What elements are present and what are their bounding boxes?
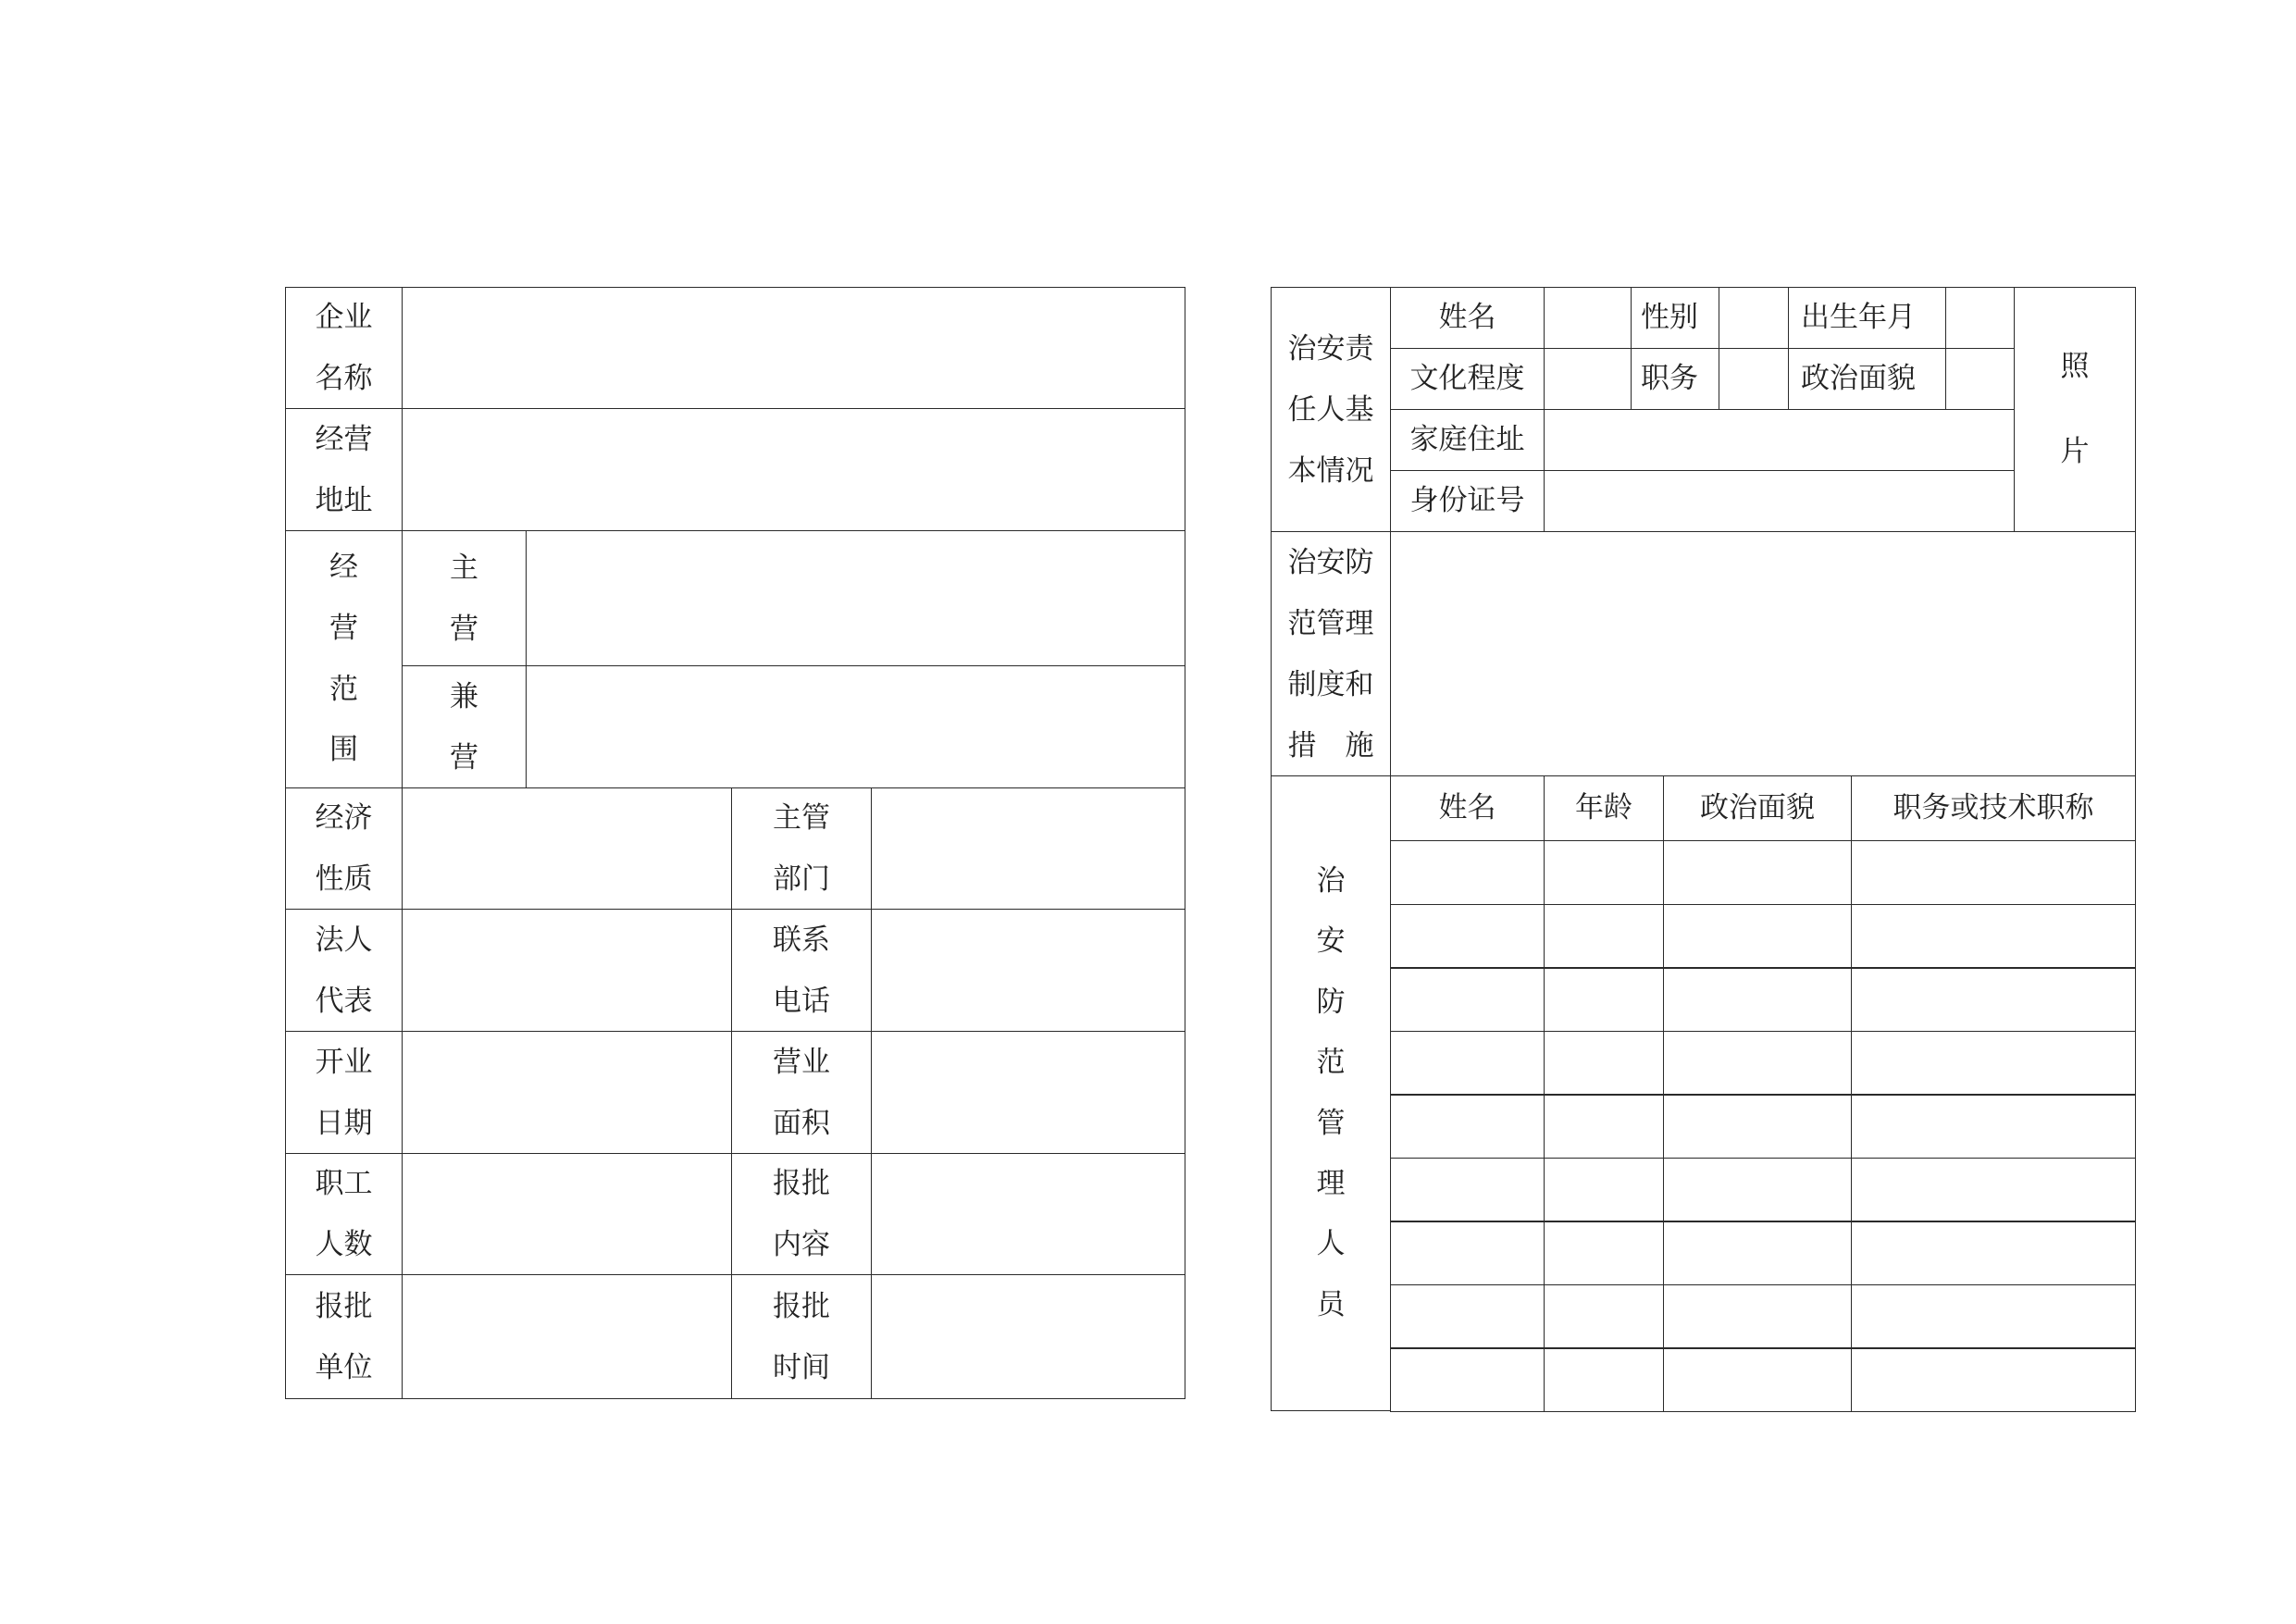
contact-phone-label [731,909,872,1032]
birth-field[interactable] [1945,287,2015,349]
label-line: 日期 [315,1106,373,1140]
business-address-label [285,408,403,531]
label-line: 职工 [315,1167,373,1200]
label-line: 员 [1316,1287,1346,1321]
name-field[interactable] [1544,287,1632,349]
label-line: 人 [1316,1227,1346,1261]
staff-header-name: 姓名 [1390,775,1545,841]
staff-age-field[interactable] [1544,1094,1664,1159]
staff-title-field[interactable] [1851,1158,2136,1222]
main-business-label [402,530,527,666]
label-line: 本情况 [1287,453,1374,488]
label-line: 内容 [773,1228,830,1261]
label-line: 报批 [315,1289,373,1323]
label-line: 地址 [315,483,373,517]
enterprise-name-field[interactable] [402,287,1185,409]
label-line: 主管 [773,801,830,835]
label-line: 治安责 [1287,331,1374,366]
opening-date-label [285,1031,403,1154]
staff-political-field[interactable] [1663,1221,1852,1285]
staff-political-field[interactable] [1663,1031,1852,1096]
label-line: 范 [1316,1046,1346,1080]
staff-title-field[interactable] [1851,1347,2136,1412]
staff-political-field[interactable] [1663,967,1852,1032]
label-line: 防 [1316,985,1346,1019]
staff-name-field[interactable] [1390,840,1545,905]
label-line: 管 [1316,1106,1346,1140]
staff-age-field[interactable] [1544,1158,1664,1222]
enterprise-name-label [285,287,403,409]
label-line: 代表 [315,984,373,1018]
business-area-label [731,1031,872,1154]
education-label: 文化程度 [1390,348,1545,410]
staff-name-field[interactable] [1390,1347,1545,1412]
economic-nature-label [285,787,403,910]
id-number-label: 身份证号 [1390,470,1545,532]
staff-political-field[interactable] [1663,1284,1852,1349]
label-line: 范管理 [1287,606,1374,640]
position-label: 职务 [1631,348,1719,410]
staff-count-field[interactable] [402,1153,732,1275]
opening-date-field[interactable] [402,1031,732,1154]
label-line: 经营 [315,422,373,456]
label-line: 人数 [315,1228,373,1261]
staff-name-field[interactable] [1390,1094,1545,1159]
staff-name-field[interactable] [1390,904,1545,969]
side-business-field[interactable] [526,665,1185,788]
staff-title-field[interactable] [1851,840,2136,905]
education-field[interactable] [1544,348,1632,410]
staff-political-field[interactable] [1663,840,1852,905]
staff-age-field[interactable] [1544,1284,1664,1349]
business-address-field[interactable] [402,408,1185,531]
label-line: 主 [450,551,478,585]
label-line: 经 [329,551,358,585]
staff-title-field[interactable] [1851,1094,2136,1159]
label-line: 营 [329,611,358,645]
staff-name-field[interactable] [1390,967,1545,1032]
staff-title-field[interactable] [1851,1031,2136,1096]
label-line: 电话 [773,984,830,1018]
label-line: 照 [2060,350,2090,384]
label-line: 联系 [773,923,830,957]
label-line: 理 [1316,1166,1346,1200]
measures-label [1271,531,1391,776]
label-line: 单位 [315,1350,373,1384]
approval-content-field[interactable] [871,1153,1185,1275]
label-line: 开业 [315,1045,373,1079]
side-business-label [402,665,527,788]
staff-title-field[interactable] [1851,967,2136,1032]
staff-title-field[interactable] [1851,1221,2136,1285]
staff-age-field[interactable] [1544,1221,1664,1285]
label-line: 性质 [315,862,373,896]
staff-name-field[interactable] [1390,1158,1545,1222]
gender-label: 性别 [1631,287,1719,349]
person-in-charge-label [1271,287,1391,532]
address-field[interactable] [1544,409,2015,471]
main-business-field[interactable] [526,530,1185,666]
approval-unit-label [285,1274,403,1399]
label-line: 名称 [315,362,373,395]
label-line: 治 [1316,863,1346,898]
label-line: 兼 [450,679,478,713]
address-label: 家庭住址 [1390,409,1545,471]
label-line: 治安防 [1287,545,1374,579]
economic-nature-field[interactable] [402,787,732,910]
legal-rep-field[interactable] [402,909,732,1032]
label-line: 企业 [315,301,373,334]
competent-dept-label [731,787,872,910]
approval-unit-field[interactable] [402,1274,732,1399]
legal-rep-label [285,909,403,1032]
label-line: 部门 [773,862,830,896]
staff-age-field[interactable] [1544,1031,1664,1096]
label-line: 面积 [773,1106,830,1140]
business-area-field[interactable] [871,1031,1185,1154]
label-line: 措 施 [1287,728,1374,762]
measures-field[interactable] [1390,531,2136,776]
label-line: 围 [329,733,358,767]
position-field[interactable] [1719,348,1789,410]
staff-title-field[interactable] [1851,904,2136,969]
label-line: 经济 [315,801,373,835]
label-line: 报批 [773,1167,830,1200]
staff-age-field[interactable] [1544,904,1664,969]
staff-age-field[interactable] [1544,1347,1664,1412]
label-line: 安 [1316,924,1346,959]
staff-header-title: 职务或技术职称 [1851,775,2136,841]
staff-age-field[interactable] [1544,967,1664,1032]
label-line: 片 [2060,434,2090,468]
birth-label: 出生年月 [1788,287,1946,349]
label-line: 范 [329,672,358,706]
name-label: 姓名 [1390,287,1545,349]
staff-name-field[interactable] [1390,1221,1545,1285]
label-line: 任人基 [1287,392,1374,427]
approval-time-field[interactable] [871,1274,1185,1399]
gender-field[interactable] [1719,287,1789,349]
staff-count-label [285,1153,403,1275]
competent-dept-field[interactable] [871,787,1185,910]
label-line: 法人 [315,923,373,957]
staff-name-field[interactable] [1390,1031,1545,1096]
photo-box [2014,287,2136,532]
staff-header-political: 政治面貌 [1663,775,1852,841]
contact-phone-field[interactable] [871,909,1185,1032]
staff-name-field[interactable] [1390,1284,1545,1349]
label-line: 营业 [773,1045,830,1079]
staff-political-field[interactable] [1663,1347,1852,1412]
business-scope-label [285,530,403,788]
label-line: 营 [450,612,478,646]
staff-section-label [1271,775,1391,1411]
staff-age-field[interactable] [1544,840,1664,905]
staff-title-field[interactable] [1851,1284,2136,1349]
label-line: 营 [450,740,478,775]
staff-political-field[interactable] [1663,1158,1852,1222]
approval-time-label [731,1274,872,1399]
political-field[interactable] [1945,348,2015,410]
label-line: 时间 [773,1350,830,1384]
label-line: 制度和 [1287,667,1374,701]
staff-political-field[interactable] [1663,1094,1852,1159]
staff-political-field[interactable] [1663,904,1852,969]
staff-header-age: 年龄 [1544,775,1664,841]
approval-content-label [731,1153,872,1275]
label-line: 报批 [773,1289,830,1323]
political-label: 政治面貌 [1788,348,1946,410]
id-number-field[interactable] [1544,470,2015,532]
